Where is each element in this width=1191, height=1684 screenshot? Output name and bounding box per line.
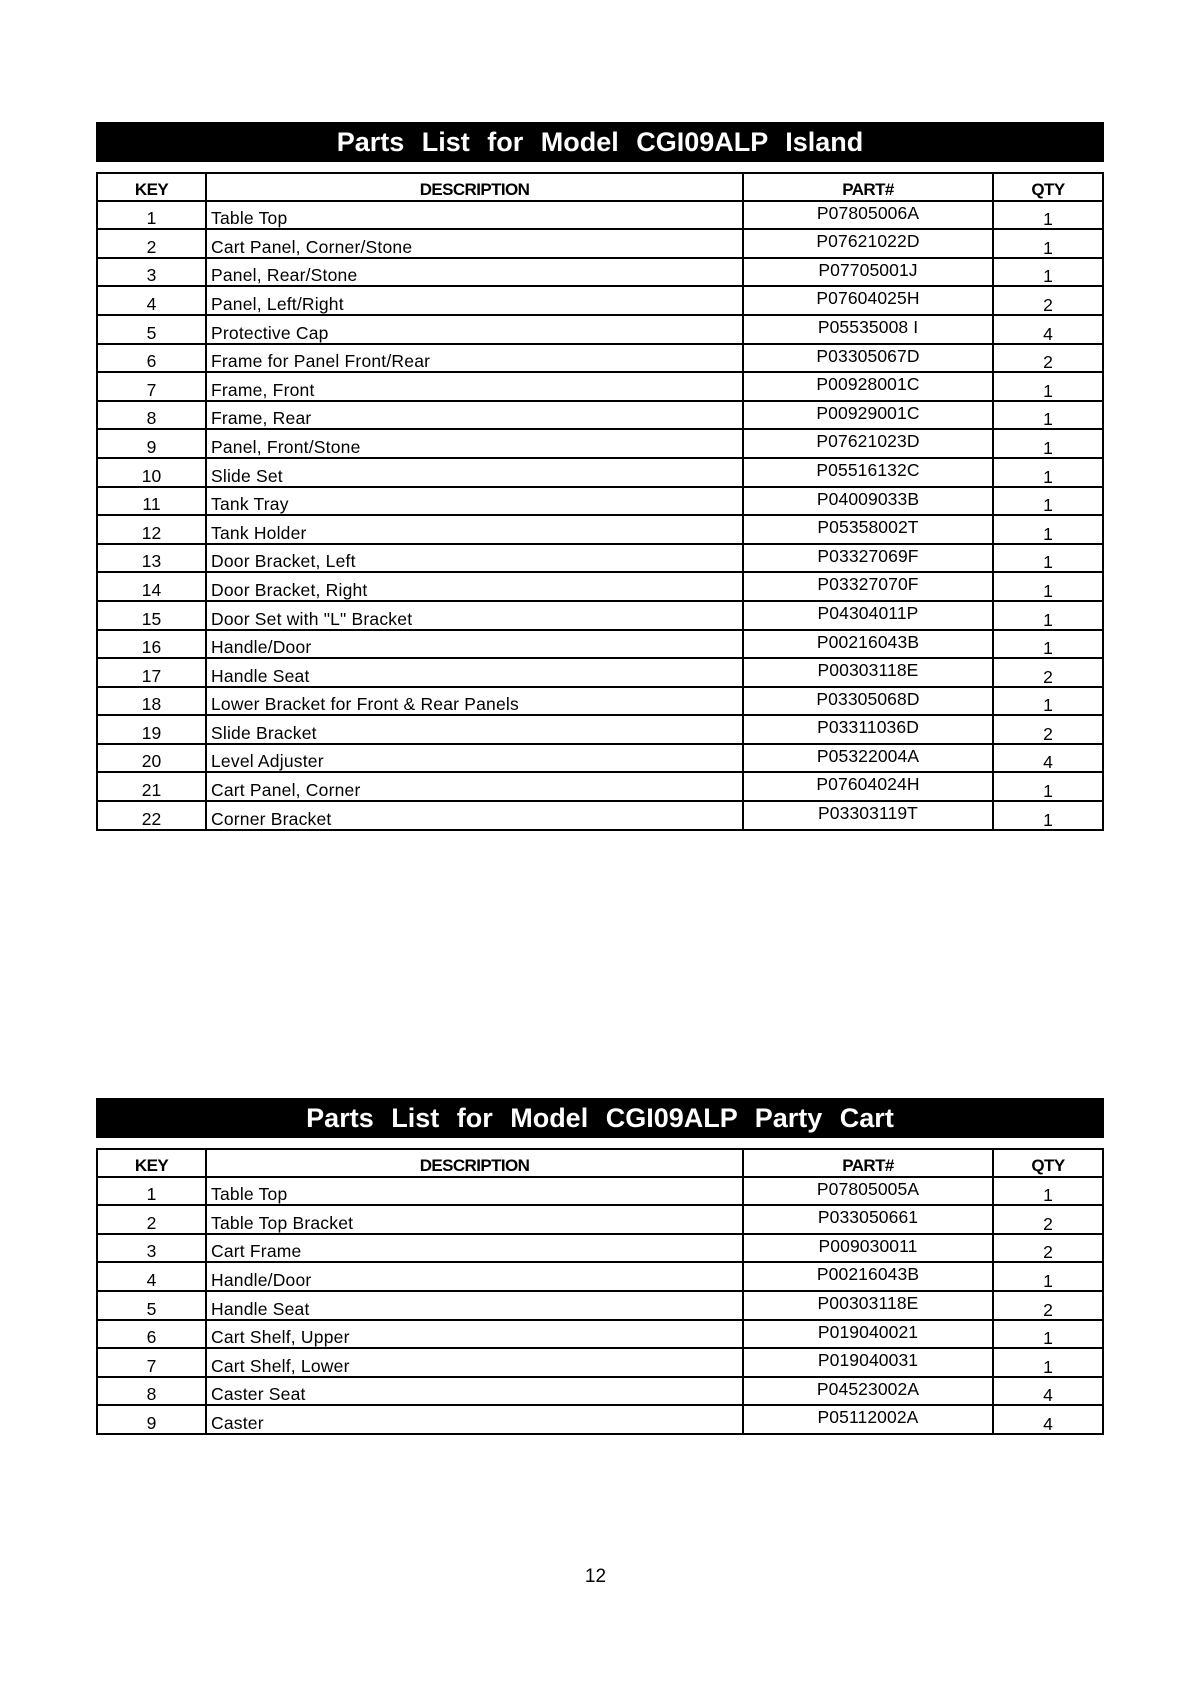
table-row: [97, 1320, 1103, 1349]
part-key: 8: [97, 1377, 206, 1406]
qty-column-header: QTY: [993, 1149, 1103, 1177]
part-number: P07604025H: [743, 286, 993, 315]
part-number: P07621023D: [743, 429, 993, 458]
part-description: Tank Tray: [206, 487, 743, 516]
part-number: P033050661: [743, 1205, 993, 1234]
table-header-row: [97, 173, 1103, 201]
description-column-header: DESCRIPTION: [206, 173, 743, 201]
part-number: P00216043B: [743, 1262, 993, 1291]
part-number: P04304011P: [743, 601, 993, 630]
part-description: Panel, Front/Stone: [206, 429, 743, 458]
part-quantity: 1: [993, 601, 1103, 630]
part-quantity: 2: [993, 1291, 1103, 1320]
part-number: P009030011: [743, 1234, 993, 1263]
part-description: Corner Bracket: [206, 801, 743, 830]
table-row: [97, 744, 1103, 773]
part-number: P019040031: [743, 1348, 993, 1377]
part-description: Cart Shelf, Lower: [206, 1348, 743, 1377]
part-key: 5: [97, 1291, 206, 1320]
key-column-header: KEY: [97, 1149, 206, 1177]
part-number: P05112002A: [743, 1405, 993, 1434]
key-column-header: KEY: [97, 173, 206, 201]
table-row: [97, 344, 1103, 373]
part-quantity: 2: [993, 715, 1103, 744]
part-description: Caster Seat: [206, 1377, 743, 1406]
part-description: Frame, Rear: [206, 401, 743, 430]
part-quantity: 2: [993, 1234, 1103, 1263]
part-number: P00303118E: [743, 658, 993, 687]
part-key: 11: [97, 487, 206, 516]
part-number: P05535008 I: [743, 315, 993, 344]
part-description: Handle Seat: [206, 658, 743, 687]
part-key: 7: [97, 372, 206, 401]
part-key: 2: [97, 1205, 206, 1234]
part-key: 21: [97, 772, 206, 801]
part-description: Door Bracket, Left: [206, 544, 743, 573]
part-description: Door Set with "L" Bracket: [206, 601, 743, 630]
party-cart-parts-table: [96, 1148, 1104, 1435]
part-quantity: 1: [993, 401, 1103, 430]
part-quantity: 1: [993, 515, 1103, 544]
part-description: Slide Set: [206, 458, 743, 487]
table-row: [97, 601, 1103, 630]
part-description: Table Top: [206, 1177, 743, 1206]
part-key: 8: [97, 401, 206, 430]
table-row: [97, 1405, 1103, 1434]
part-number: P03327070F: [743, 572, 993, 601]
part-number: P03305067D: [743, 344, 993, 373]
part-key: 10: [97, 458, 206, 487]
table-row: [97, 1205, 1103, 1234]
part-quantity: 1: [993, 372, 1103, 401]
table-row: [97, 772, 1103, 801]
table-row: [97, 372, 1103, 401]
part-key: 20: [97, 744, 206, 773]
part-number: P07621022D: [743, 229, 993, 258]
part-quantity: 1: [993, 1320, 1103, 1349]
island-parts-title: Parts List for Model CGI09ALP Island: [96, 122, 1104, 162]
part-quantity: 2: [993, 286, 1103, 315]
part-description: Panel, Left/Right: [206, 286, 743, 315]
part-description: Lower Bracket for Front & Rear Panels: [206, 687, 743, 716]
part-description: Cart Panel, Corner/Stone: [206, 229, 743, 258]
part-description: Protective Cap: [206, 315, 743, 344]
table-row: [97, 229, 1103, 258]
part-quantity: 1: [993, 1262, 1103, 1291]
part-number: P07805005A: [743, 1177, 993, 1206]
part-description: Handle/Door: [206, 1262, 743, 1291]
part-key: 14: [97, 572, 206, 601]
part-description: Level Adjuster: [206, 744, 743, 773]
part-key: 7: [97, 1348, 206, 1377]
table-row: [97, 515, 1103, 544]
part-quantity: 1: [993, 201, 1103, 230]
part-quantity: 4: [993, 1405, 1103, 1434]
part-description: Caster: [206, 1405, 743, 1434]
part-quantity: 1: [993, 772, 1103, 801]
part-description: Cart Shelf, Upper: [206, 1320, 743, 1349]
part-quantity: 2: [993, 1205, 1103, 1234]
part-key: 17: [97, 658, 206, 687]
table-row: [97, 1377, 1103, 1406]
part-quantity: 1: [993, 258, 1103, 287]
part-description: Tank Holder: [206, 515, 743, 544]
part-number: P07705001J: [743, 258, 993, 287]
part-key: 3: [97, 258, 206, 287]
table-row: [97, 201, 1103, 230]
part-quantity: 4: [993, 744, 1103, 773]
table-row: [97, 458, 1103, 487]
part-number: P07805006A: [743, 201, 993, 230]
part-number: P00929001C: [743, 401, 993, 430]
part-number: P00303118E: [743, 1291, 993, 1320]
part-key: 9: [97, 1405, 206, 1434]
part-description: Table Top: [206, 201, 743, 230]
part-quantity: 1: [993, 458, 1103, 487]
part-description: Handle Seat: [206, 1291, 743, 1320]
page-number: 12: [584, 1566, 607, 1587]
part-description: Frame for Panel Front/Rear: [206, 344, 743, 373]
part-key: 19: [97, 715, 206, 744]
table-row: [97, 315, 1103, 344]
part-number: P05516132C: [743, 458, 993, 487]
table-row: [97, 544, 1103, 573]
part-quantity: 1: [993, 487, 1103, 516]
part-quantity: 1: [993, 630, 1103, 659]
table-row: [97, 429, 1103, 458]
part-number: P07604024H: [743, 772, 993, 801]
part-description: Table Top Bracket: [206, 1205, 743, 1234]
part-quantity: 4: [993, 1377, 1103, 1406]
table-row: [97, 801, 1103, 830]
part-key: 5: [97, 315, 206, 344]
table-row: [97, 1262, 1103, 1291]
part-quantity: 2: [993, 658, 1103, 687]
part-description: Slide Bracket: [206, 715, 743, 744]
part-key: 16: [97, 630, 206, 659]
party-cart-parts-title: Parts List for Model CGI09ALP Party Cart: [96, 1098, 1104, 1138]
part-key: 22: [97, 801, 206, 830]
part-description: Frame, Front: [206, 372, 743, 401]
table-row: [97, 715, 1103, 744]
part-number: P00216043B: [743, 630, 993, 659]
part-number: P03303119T: [743, 801, 993, 830]
part-quantity: 1: [993, 572, 1103, 601]
table-row: [97, 1177, 1103, 1206]
table-row: [97, 572, 1103, 601]
part-key: 4: [97, 1262, 206, 1291]
part-key: 4: [97, 286, 206, 315]
part-number-column-header: PART#: [743, 173, 993, 201]
part-number: P04009033B: [743, 487, 993, 516]
part-quantity: 2: [993, 344, 1103, 373]
part-quantity: 1: [993, 1348, 1103, 1377]
part-quantity: 1: [993, 1177, 1103, 1206]
part-description: Cart Panel, Corner: [206, 772, 743, 801]
part-quantity: 1: [993, 229, 1103, 258]
part-description: Cart Frame: [206, 1234, 743, 1263]
part-description: Door Bracket, Right: [206, 572, 743, 601]
part-key: 3: [97, 1234, 206, 1263]
table-row: [97, 401, 1103, 430]
part-number: P03305068D: [743, 687, 993, 716]
table-row: [97, 258, 1103, 287]
part-key: 13: [97, 544, 206, 573]
table-row: [97, 687, 1103, 716]
part-number: P05358002T: [743, 515, 993, 544]
part-number: P03311036D: [743, 715, 993, 744]
table-row: [97, 1348, 1103, 1377]
description-column-header: DESCRIPTION: [206, 1149, 743, 1177]
part-number: P00928001C: [743, 372, 993, 401]
part-quantity: 4: [993, 315, 1103, 344]
part-description: Handle/Door: [206, 630, 743, 659]
part-quantity: 1: [993, 544, 1103, 573]
part-description: Panel, Rear/Stone: [206, 258, 743, 287]
part-key: 1: [97, 201, 206, 230]
part-key: 12: [97, 515, 206, 544]
part-number: P019040021: [743, 1320, 993, 1349]
part-number: P05322004A: [743, 744, 993, 773]
table-row: [97, 658, 1103, 687]
island-parts-table: [96, 172, 1104, 831]
part-key: 18: [97, 687, 206, 716]
part-key: 9: [97, 429, 206, 458]
part-quantity: 1: [993, 429, 1103, 458]
part-number: P04523002A: [743, 1377, 993, 1406]
part-key: 1: [97, 1177, 206, 1206]
table-row: [97, 630, 1103, 659]
table-row: [97, 1291, 1103, 1320]
part-quantity: 1: [993, 687, 1103, 716]
part-quantity: 1: [993, 801, 1103, 830]
table-header-row: [97, 1149, 1103, 1177]
part-number-column-header: PART#: [743, 1149, 993, 1177]
part-key: 15: [97, 601, 206, 630]
part-number: P03327069F: [743, 544, 993, 573]
qty-column-header: QTY: [993, 173, 1103, 201]
part-key: 2: [97, 229, 206, 258]
part-key: 6: [97, 344, 206, 373]
table-row: [97, 1234, 1103, 1263]
table-row: [97, 286, 1103, 315]
part-key: 6: [97, 1320, 206, 1349]
table-row: [97, 487, 1103, 516]
